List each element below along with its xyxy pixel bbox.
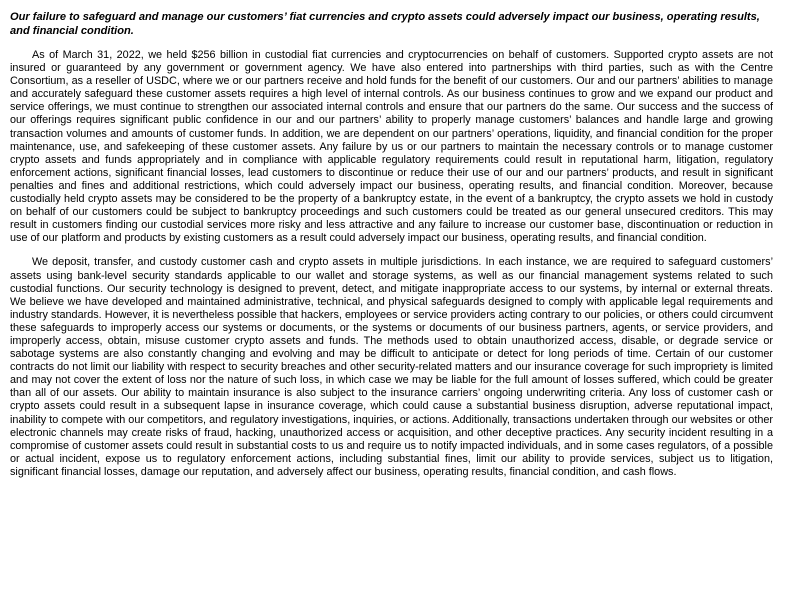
paragraph-security-safeguards: We deposit, transfer, and custody customer cash and crypto assets in multiple jurisdictions. In each instance, we are required to safeguard customers’ assets using bank-level security standards applicable to our wallet and storage systems, as well as our financial management systems related to such custodial functions. Our security technology is designed to prevent, detect, and mitigate inappropriate access to our systems, by internal or external threats. We believe we have developed and maintained administrative, technical, and physical safeguards designed to comply with applicable legal requirements and industry standards. However, it is nevertheless possible that hackers, employees or service providers acting contrary to our policies, or others could circumvent these safeguards to improperly access our systems or documents, or the systems or documents of our business partners, agents, or service providers, and improperly access, obtain, misuse customer crypto assets and funds. The methods used to obtain unauthorized access, disable, or degrade service or sabotage systems are also constantly changing and evolving and may be difficult to anticipate or detect for long periods of time. Certain of our customer contracts do not limit our liability with respect to security breaches and other security-related matters and our insurance coverage for such impropriety is limited and may not cover the extent of loss nor the nature of such loss, in which case we may be liable for the full amount of losses suffered, which could be greater than all of our assets. Our ability to maintain insurance is also subject to the insurance carriers’ ongoing underwriting criteria. Any loss of customer cash or crypto assets could result in a subsequent lapse in insurance coverage, which could cause a substantial business disruption, adverse reputational impact, inability to compete with our competitors, and regulatory investigations, inquiries, or actions. Additionally, transactions undertaken through our websites or other electronic channels may create risks of fraud, hacking, unauthorized access or acquisition, and other deceptive practices. Any security incident resulting in a compromise of customer assets could result in substantial costs to us and require us to notify impacted individuals, and in some cases regulators, of a possible or actual incident, expose us to regulatory enforcement actions, including substantial fines, limit our ability to provide services, subject us to litigation, significant financial losses, damage our reputation, and adversely affect our business, operating results, financial condition, and cash flows. (10, 256, 773, 478)
document-page (10, 11, 773, 490)
section-heading: Our failure to safeguard and manage our customers’ fiat currencies and crypto assets could adversely impact our business, operating results, and financial condition. (10, 11, 760, 37)
paragraph-custodial-holdings: As of March 31, 2022, we held $256 billion in custodial fiat currencies and cryptocurrencies on behalf of customers. Supported crypto assets are not insured or guaranteed by any government or government agency. We have also entered into partnerships with third parties, such as with the Centre Consortium, as a reseller of USDC, where we or our partners receive and hold funds for the benefit of our customers. Our and our partners’ abilities to manage and accurately safeguard these customer assets requires a high level of internal controls. As our business continues to grow and we expand our product and service offerings, we must continue to strengthen our associated internal controls and ensure that our partners do the same. Our success and the success of our offerings requires significant public confidence in our and our partners’ ability to properly manage customers’ balances and handle large and growing transaction volumes and amounts of customer funds. In addition, we are dependent on our partners’ operations, liquidity, and financial condition for the proper maintenance, use, and safekeeping of these customer assets. Any failure by us or our partners to maintain the necessary controls or to manage customer crypto assets and funds appropriately and in compliance with applicable regulatory requirements could result in reputational harm, litigation, regulatory enforcement actions, significant financial losses, lead customers to discontinue or reduce their use of our and our partners’ products, and result in significant penalties and fines and additional restrictions, which could adversely impact our business, operating results, and financial condition. Moreover, because custodially held crypto assets may be considered to be the property of a bankruptcy estate, in the event of a bankruptcy, the crypto assets we hold in custody on behalf of our customers could be subject to bankruptcy proceedings and such customers could be treated as our general unsecured creditors. This may result in customers finding our custodial services more risky and less attractive and any failure to increase our customer base, discontinuation or reduction in use of our platform and products by existing customers as a result could adversely impact our business, operating results, and financial condition. (10, 49, 773, 245)
